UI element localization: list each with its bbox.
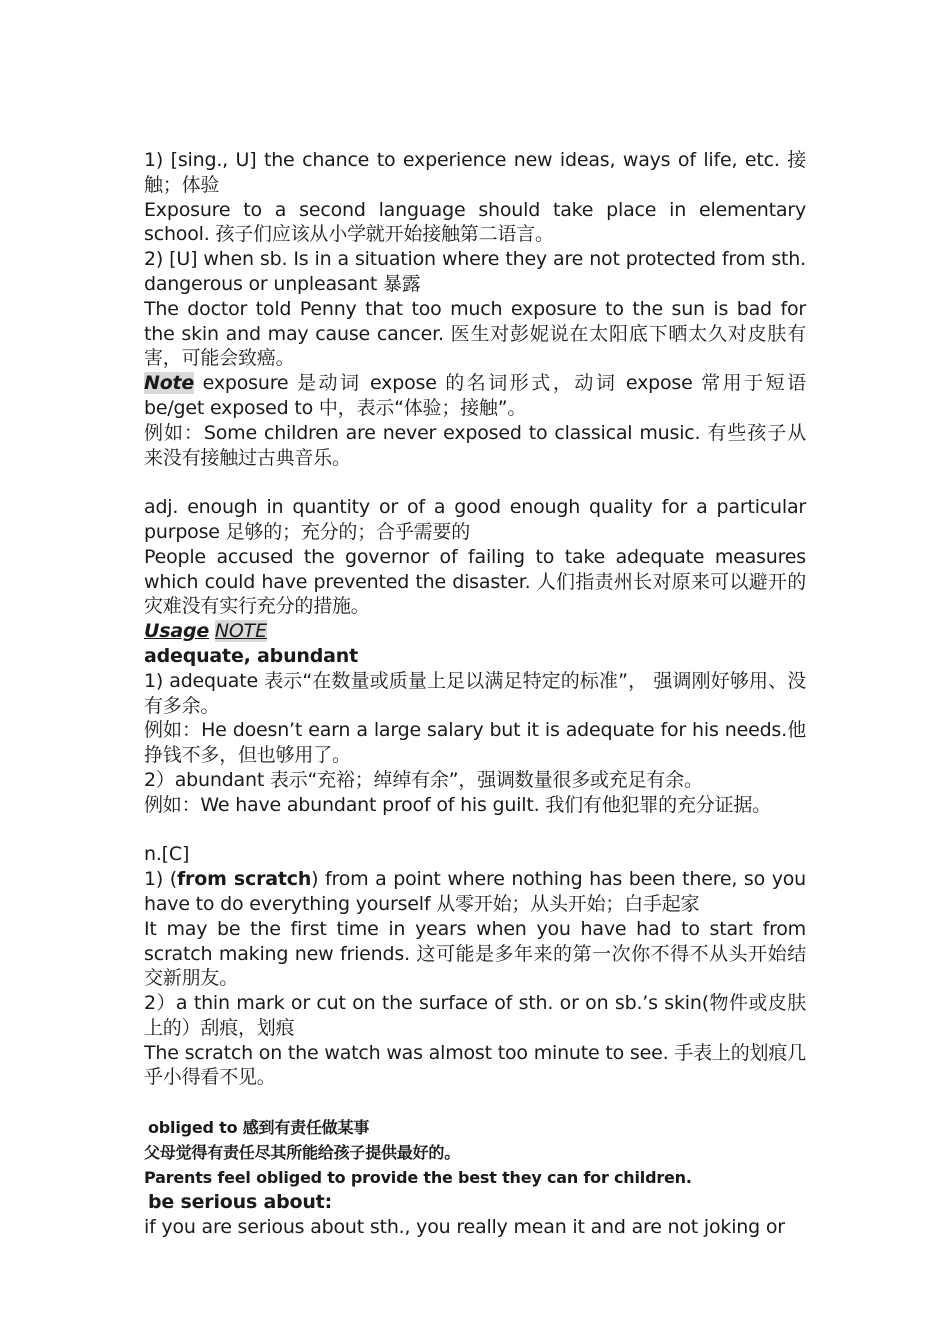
serious-title: be serious about:: [148, 1191, 332, 1214]
usage-point-1: 1) adequate 表示“在数量或质量上足以满足特定的标准”， 强调刚好够用、没有多余。: [144, 669, 806, 717]
serious-definition: if you are serious about sth., you really mean it and are not joking or: [144, 1215, 785, 1238]
scratch-phrase: from scratch: [176, 868, 312, 891]
exposure-example-1: Exposure to a second language should take place in elementary school. 孩子们应该从小学就开始接触第二语言。: [144, 198, 806, 246]
note-text: exposure 是动词 expose 的名词形式，动词 expose 常用于短语 be/get exposed to 中，表示“体验；接触”。: [144, 372, 806, 419]
scratch-pos: n.[C]: [144, 843, 190, 866]
exposure-example-2: The doctor told Penny that too much exposure to the sun is bad for the skin and may cause cancer. 医生对彭妮说在太阳底下晒太久对皮肤有害，可能会致癌。: [144, 297, 806, 370]
scratch-sense-2: 2）a thin mark or cut on the surface of sth. or on sb.’s skin(物件或皮肤上的）刮痕，划痕: [144, 992, 806, 1039]
exposure-sense-1: 1) [sing., U] the chance to experience new ideas, ways of life, etc. 接触；体验: [144, 149, 806, 196]
adequate-example: People accused the governor of failing to take adequate measures which could have prevented the disaster. 人们指责州长对原来可以避开的灾难没有实行充分的措施。: [144, 545, 806, 618]
scratch-sense-1-rest: ) from a point where nothing has been there, so you have to do everything yourself 从零开始；从头开始；白手起家: [144, 868, 807, 915]
spacer: [144, 1090, 806, 1115]
adequate-definition: adj. enough in quantity or of a good enough quality for a particular purpose 足够的；充分的；合乎需要的: [144, 496, 806, 543]
scratch-example-1: It may be the first time in years when you have had to start from scratch making new friends. 这可能是多年来的第一次你不得不从头开始结交新朋友。: [144, 917, 806, 990]
exposure-sense-2: 2) [U] when sb. Is in a situation where they are not protected from sth. dangerous or unpleasant 暴露: [144, 248, 806, 295]
document-body: [144, 148, 806, 1240]
exposure-note: [144, 371, 806, 421]
note-label: Note: [144, 372, 195, 395]
scratch-example-2: The scratch on the watch was almost too minute to see. 手表上的划痕几乎小得看不见。: [144, 1041, 806, 1089]
usage-point-2-example: 例如：We have abundant proof of his guilt. 我们有他犯罪的充分证据。: [144, 793, 771, 816]
spacer: [144, 470, 806, 495]
usage-point-1-example: 例如：He doesn’t earn a large salary but it is adequate for his needs.他挣钱不多，但也够用了。: [144, 719, 806, 767]
scratch-sense-1-open: 1) (: [144, 868, 177, 891]
usage-label: Usage: [144, 620, 210, 643]
usage-note-tag: NOTE: [214, 620, 267, 643]
scratch-sense-1: [144, 867, 806, 917]
spacer: [144, 818, 806, 843]
usage-heading: adequate, abundant: [144, 644, 358, 667]
obliged-chinese: 父母觉得有责任尽其所能给孩子提供最好的。: [144, 1143, 461, 1163]
obliged-title: obliged to 感到有责任做某事: [148, 1118, 370, 1138]
usage-point-2: 2）abundant 表示“充裕；绰绰有余”，强调数量很多或充足有余。: [144, 768, 703, 791]
exposure-note-example: 例如：Some children are never exposed to classical music. 有些孩子从来没有接触过古典音乐。: [144, 421, 806, 469]
obliged-english: Parents feel obliged to provide the best they can for children.: [144, 1168, 692, 1188]
usage-note-label: [144, 619, 806, 644]
